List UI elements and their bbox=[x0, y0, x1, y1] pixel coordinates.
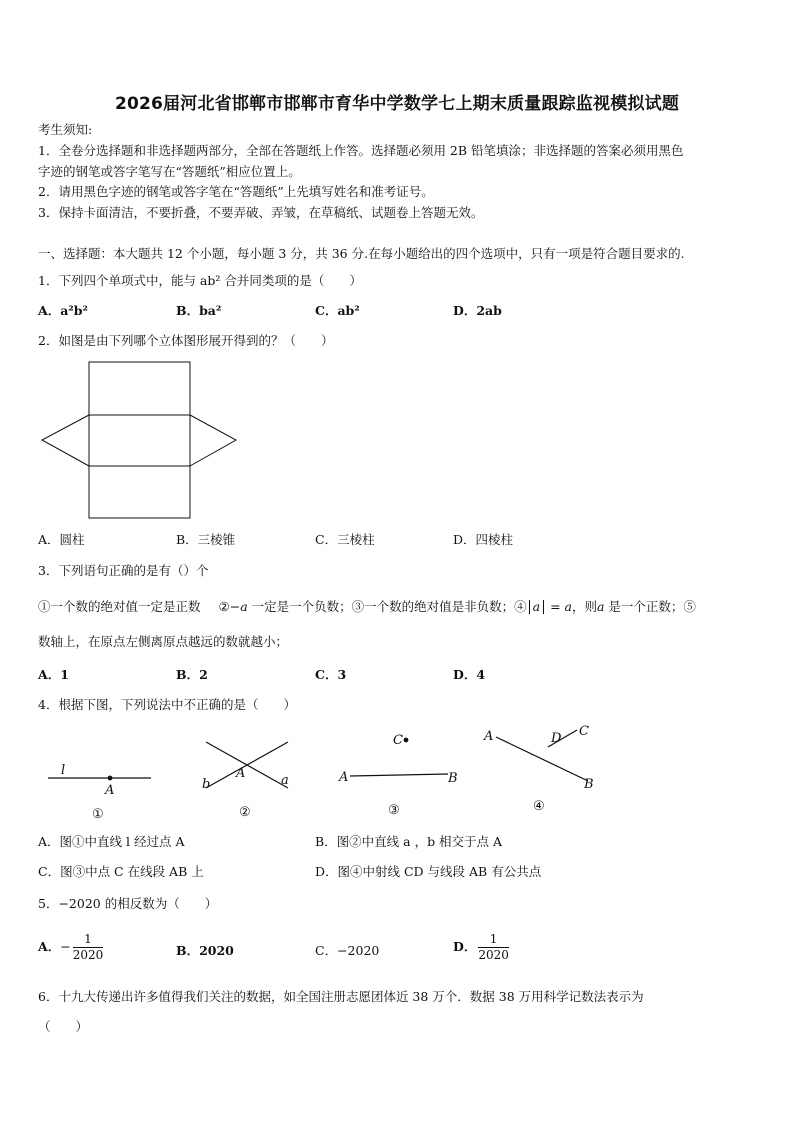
question-2-option-a: A．圆柱 bbox=[38, 532, 85, 547]
notice-item-1-line-2: 字迹的钢笔或答字笔写在“答题纸”相应位置上。 bbox=[38, 164, 301, 179]
statement-2-3-text: 一定是一个负数；③一个数的绝对值是非负数；④ bbox=[247, 599, 527, 614]
fig4-caption: ④ bbox=[533, 799, 545, 814]
question-4-stem: 4．根据下图，下列说法中不正确的是（ ） bbox=[38, 697, 296, 712]
question-4-option-c: C．图③中点 C 在线段 AB 上 bbox=[38, 864, 204, 879]
question-2-stem: 2．如图是由下列哪个立体图形展开得到的？（ ） bbox=[38, 333, 334, 348]
question-3-stem: 3．下列语句正确的是有（）个 bbox=[38, 563, 209, 578]
option-a-sign: − bbox=[60, 939, 71, 954]
question-3-option-d: D．4 bbox=[453, 667, 486, 682]
question-3-option-a: A．1 bbox=[38, 667, 69, 682]
absolute-value-a: a bbox=[529, 600, 544, 614]
option-a-fraction bbox=[73, 932, 104, 963]
question-3-option-b: B．2 bbox=[176, 667, 208, 682]
option-d-label: D． bbox=[453, 939, 477, 954]
net-right-triangle bbox=[190, 415, 236, 466]
fig3-label-a: A bbox=[339, 770, 349, 785]
question-6-blank: （ ） bbox=[38, 1019, 89, 1034]
fig4-label-d: D bbox=[551, 731, 562, 746]
option-d-denominator: 2020 bbox=[478, 948, 509, 962]
statement-1: ①一个数的绝对值一定是正数 bbox=[38, 599, 201, 614]
fig3-label-c: C bbox=[393, 733, 403, 748]
question-4-option-d: D．图④中射线 CD 与线段 AB 有公共点 bbox=[315, 864, 542, 879]
lines-figure bbox=[30, 718, 610, 826]
net-bottom-rectangle bbox=[89, 466, 190, 518]
question-1-stem: 1．下列四个单项式中，能与 ab² 合并同类项的是（ ） bbox=[38, 273, 362, 288]
fig1-point-a bbox=[108, 776, 112, 780]
fig3-segment-ab bbox=[350, 774, 448, 776]
option-a-label: A． bbox=[38, 939, 61, 954]
notice-heading: 考生须知: bbox=[38, 122, 93, 137]
question-3-statements-line-2: 数轴上，在原点左侧离原点越远的数就越小； bbox=[38, 634, 289, 649]
question-4-option-a: A．图①中直线 l 经过点 A bbox=[38, 834, 185, 849]
question-2-option-b: B．三棱锥 bbox=[176, 532, 236, 547]
question-3-statements-line-1 bbox=[38, 598, 696, 616]
question-6-stem: 6．十九大传递出许多值得我们关注的数据，如全国注册志愿团体近 38 万个．数据 38 万用科学记数法表示为 bbox=[38, 989, 644, 1004]
fig4-segment-ab bbox=[496, 737, 588, 781]
question-1-option-c: C．ab² bbox=[315, 303, 360, 318]
question-5-option-b: B．2020 bbox=[176, 943, 234, 958]
fig2-label-a: a bbox=[281, 773, 289, 788]
statement-4-variable: a bbox=[597, 599, 605, 614]
question-1-option-b: B．ba² bbox=[176, 303, 222, 318]
statement-4-5-text: 是一个正数；⑤ bbox=[604, 599, 696, 614]
question-2-option-d: D．四棱柱 bbox=[453, 532, 514, 547]
question-1-option-a: A．a²b² bbox=[38, 303, 88, 318]
fig2-caption: ② bbox=[239, 805, 251, 820]
fig4-label-a: A bbox=[484, 729, 494, 744]
fig3-caption: ③ bbox=[388, 803, 400, 818]
question-1-option-d: D．2ab bbox=[453, 303, 502, 318]
prism-net-figure bbox=[38, 358, 242, 522]
statement-4-text: ，则 bbox=[571, 599, 597, 614]
fig2-label-b: b bbox=[202, 777, 211, 792]
question-3-option-c: C．3 bbox=[315, 667, 347, 682]
fig4-label-c: C bbox=[579, 724, 589, 739]
net-top-rectangle bbox=[89, 362, 190, 415]
question-5-option-c: C．−2020 bbox=[315, 943, 380, 958]
section-heading: 一、选择题：本大题共 12 个小题，每小题 3 分，共 36 分.在每小题给出的四个选项中，只有一项是符合题目要求的. bbox=[38, 246, 685, 261]
fig3-label-b: B bbox=[448, 771, 458, 786]
question-4-option-b: B．图②中直线 a ，b 相交于点 A bbox=[315, 834, 503, 849]
option-a-denominator: 2020 bbox=[72, 948, 104, 962]
fig1-label-a: A bbox=[105, 783, 115, 798]
question-5-stem: 5．−2020 的相反数为（ ） bbox=[38, 896, 218, 911]
notice-item-2: 2．请用黑色字迹的钢笔或答字笔在“答题纸”上先填写姓名和准考证号。 bbox=[38, 184, 434, 199]
question-5-option-d bbox=[453, 932, 511, 963]
notice-item-1-line-1: 1．全卷分选择题和非选择题两部分，全部在答题纸上作答。选择题必须用 2B 铅笔填涂；非选择题的答案必须用黑色 bbox=[38, 143, 684, 158]
statement-4-equation: = a bbox=[546, 599, 572, 614]
fig3-point-c bbox=[404, 738, 408, 742]
net-left-triangle bbox=[42, 415, 89, 466]
fig1-label-l: l bbox=[61, 763, 66, 778]
statement-2-variable: −a bbox=[229, 599, 248, 614]
statement-2-prefix: ② bbox=[218, 599, 230, 614]
fig2-label-a-point: A bbox=[236, 766, 246, 781]
question-2-option-c: C．三棱柱 bbox=[315, 532, 375, 547]
option-d-numerator: 1 bbox=[478, 932, 509, 948]
question-5-option-a bbox=[38, 932, 105, 963]
net-middle-rectangle bbox=[89, 415, 190, 466]
option-a-numerator: 1 bbox=[73, 932, 104, 948]
notice-item-3: 3．保持卡面清洁，不要折叠，不要弄破、弄皱，在草稿纸、试题卷上答题无效。 bbox=[38, 205, 484, 220]
fig1-caption: ① bbox=[92, 807, 104, 822]
option-d-fraction bbox=[478, 932, 509, 963]
page-title: 2026届河北省邯郸市邯郸市育华中学数学七上期末质量跟踪监视模拟试题 bbox=[114, 94, 680, 114]
fig4-label-b: B bbox=[584, 777, 594, 792]
